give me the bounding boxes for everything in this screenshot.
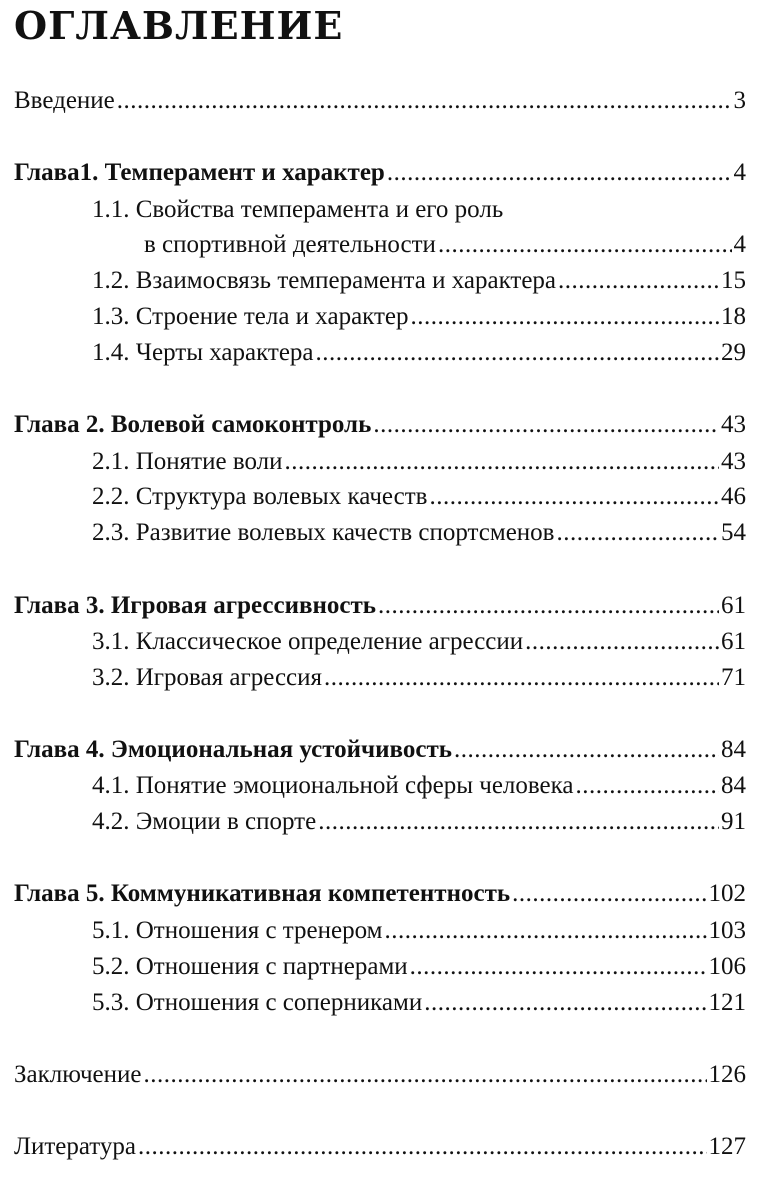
chapter-label: Глава 4. Эмоциональная устойчивость — [14, 736, 452, 763]
leader-dots — [324, 661, 719, 695]
chapter-page: 102 — [708, 880, 746, 907]
toc-entry-5-3[interactable] — [92, 986, 746, 1020]
leader-dots — [387, 156, 732, 190]
section-label: 2.3. Развитие волевых качеств спортсменов — [92, 519, 555, 546]
leader-dots — [558, 264, 719, 298]
leader-dots — [318, 805, 719, 839]
section-page: 54 — [721, 519, 746, 546]
chapter-page: 61 — [721, 592, 746, 619]
section-label: 2.2. Структура волевых качеств — [92, 483, 428, 510]
leader-dots — [285, 445, 720, 479]
chapter-label: Глава 5. Коммуникативная компетентность — [14, 880, 511, 907]
section-page: 106 — [708, 953, 746, 980]
toc-entry-chapter-3[interactable] — [14, 589, 746, 623]
leader-dots — [454, 733, 719, 767]
chapter-label: Глава1. Темперамент и характер — [14, 159, 385, 186]
leader-dots — [438, 228, 732, 262]
section-label: 4.1. Понятие эмоциональной сферы человека — [92, 772, 574, 799]
chapter-page: 84 — [721, 736, 746, 763]
toc-entry-1-1-line1[interactable]: 1.1. Свойства темперамента и его роль — [92, 196, 504, 223]
leader-dots — [557, 516, 720, 550]
section-page: 29 — [721, 339, 746, 366]
leader-dots — [384, 914, 706, 948]
toc-entry-3-2[interactable] — [92, 661, 746, 695]
toc-entry-conclusion[interactable] — [14, 1058, 746, 1092]
toc-entry-1-3[interactable] — [92, 300, 746, 334]
section-label: 5.3. Отношения с соперниками — [92, 989, 423, 1016]
section-label: 5.1. Отношения с тренером — [92, 917, 383, 944]
leader-dots — [410, 950, 707, 984]
toc-entry-chapter-2[interactable] — [14, 408, 746, 442]
toc-entry-5-2[interactable] — [92, 950, 746, 984]
section-page: 43 — [721, 448, 746, 475]
entry-page: 126 — [708, 1061, 746, 1088]
section-page: 4 — [733, 231, 746, 258]
section-label: 4.2. Эмоции в спорте — [92, 808, 317, 835]
leader-dots — [411, 300, 719, 334]
toc-entry-literature[interactable] — [14, 1130, 746, 1164]
page-title: ОГЛАВЛЕНИЕ — [14, 3, 344, 48]
section-page: 61 — [721, 628, 746, 655]
toc-entry-3-1[interactable] — [92, 625, 746, 659]
section-label: 5.2. Отношения с партнерами — [92, 953, 408, 980]
toc-entry-2-2[interactable] — [92, 480, 746, 514]
toc-entry-chapter-1[interactable] — [14, 156, 746, 190]
entry-page: 3 — [733, 87, 746, 114]
section-label: 1.4. Черты характера — [92, 339, 314, 366]
leader-dots — [144, 1058, 707, 1092]
leader-dots — [316, 336, 719, 370]
section-label: 2.1. Понятие воли — [92, 448, 283, 475]
leader-dots — [424, 986, 706, 1020]
section-page: 121 — [708, 989, 746, 1016]
leader-dots — [373, 408, 719, 442]
leader-dots — [576, 769, 719, 803]
chapter-page: 4 — [733, 159, 746, 186]
toc-entry-4-1[interactable] — [92, 769, 746, 803]
toc-entry-2-1[interactable] — [92, 445, 746, 479]
leader-dots — [378, 589, 719, 623]
toc-entry-5-1[interactable] — [92, 914, 746, 948]
section-page: 91 — [721, 808, 746, 835]
chapter-label: Глава 2. Волевой самоконтроль — [14, 411, 372, 438]
section-page: 71 — [721, 664, 746, 691]
entry-label: Литература — [14, 1133, 136, 1160]
section-page: 46 — [721, 483, 746, 510]
section-label: 1.2. Взаимосвязь темперамента и характера — [92, 267, 557, 294]
toc-entry-4-2[interactable] — [92, 805, 746, 839]
section-label: в спортивной деятельности — [144, 231, 436, 258]
toc-entry-1-1[interactable] — [144, 228, 746, 262]
toc-entry-1-2[interactable] — [92, 264, 746, 298]
entry-page: 127 — [708, 1133, 746, 1160]
toc-entry-chapter-4[interactable] — [14, 733, 746, 767]
leader-dots — [429, 480, 719, 514]
leader-dots — [117, 84, 732, 118]
toc-entry-chapter-5[interactable] — [14, 877, 746, 911]
chapter-page: 43 — [721, 411, 746, 438]
section-page: 15 — [721, 267, 746, 294]
section-label: 1.3. Строение тела и характер — [92, 303, 409, 330]
entry-label: Введение — [14, 87, 115, 114]
chapter-label: Глава 3. Игровая агрессивность — [14, 592, 376, 619]
leader-dots — [525, 625, 719, 659]
toc-entry-2-3[interactable] — [92, 516, 746, 550]
leader-dots — [138, 1130, 707, 1164]
section-page: 103 — [708, 917, 746, 944]
section-label: 3.2. Игровая агрессия — [92, 664, 323, 691]
leader-dots — [512, 877, 706, 911]
toc-entry-1-4[interactable] — [92, 336, 746, 370]
entry-label: Заключение — [14, 1061, 142, 1088]
section-page: 84 — [721, 772, 746, 799]
section-label: 3.1. Классическое определение агрессии — [92, 628, 524, 655]
toc-entry-intro[interactable] — [14, 84, 746, 118]
section-page: 18 — [721, 303, 746, 330]
